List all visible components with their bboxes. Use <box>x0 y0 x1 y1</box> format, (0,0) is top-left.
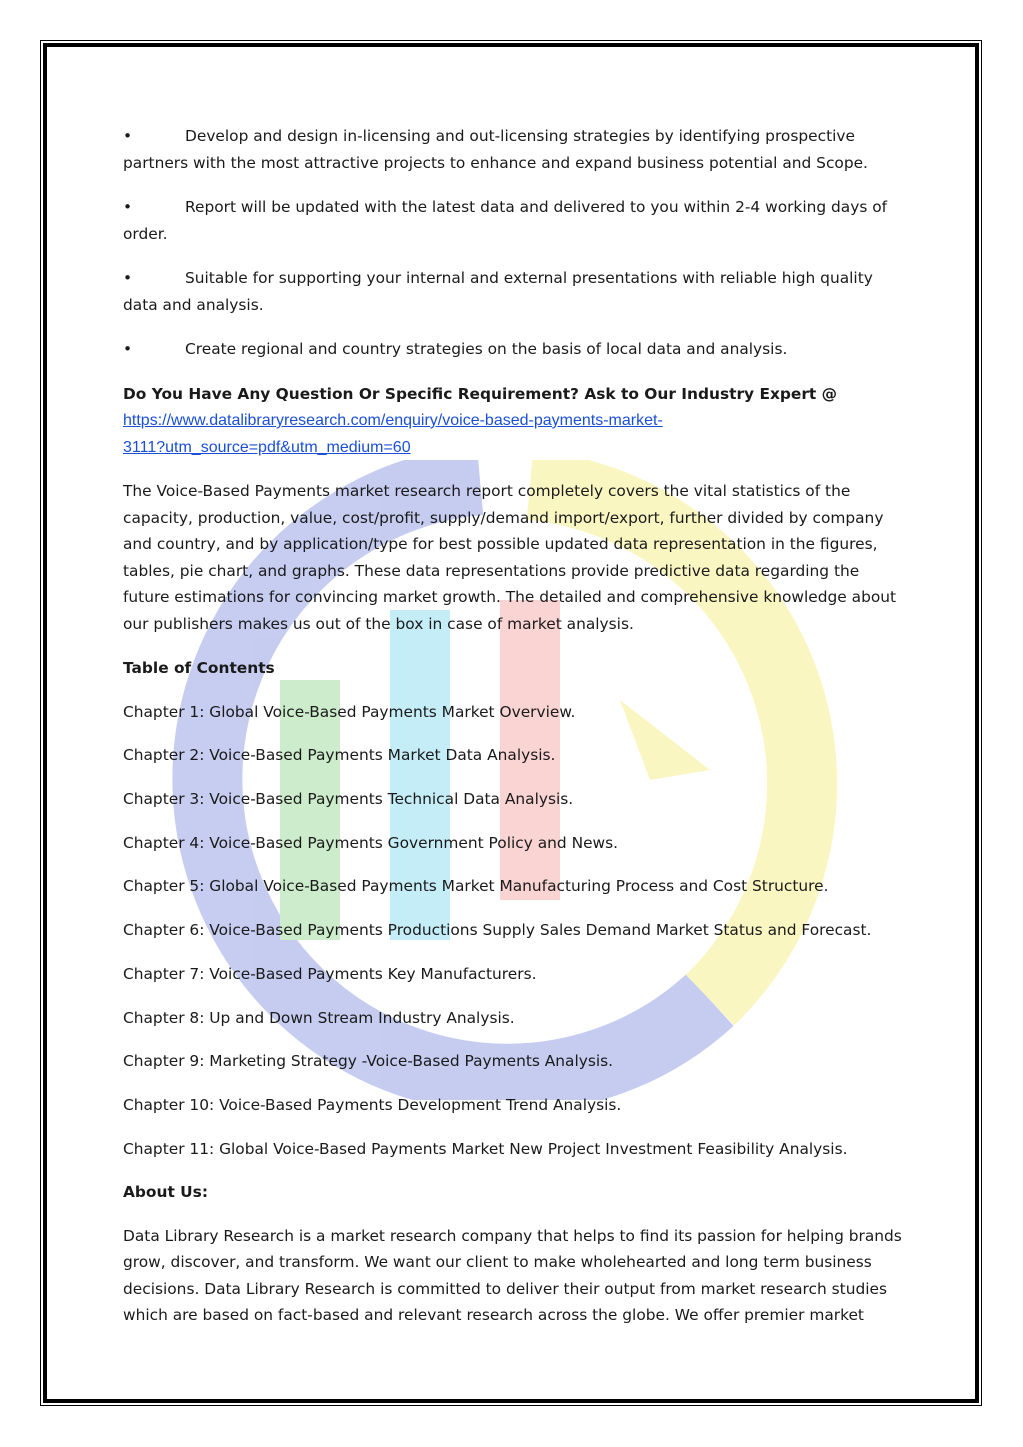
toc-chapter: Chapter 3: Voice-Based Payments Technical Data Analysis. <box>123 790 574 809</box>
document-body <box>123 123 903 1329</box>
intro-paragraph: The Voice-Based Payments market research report completely covers the vital statistics of the capacity, production, value, cost/profit, supply/demand import/export, further divided by company and country, and by application/type for best possible updated data representation in the figures, tables, pie chart, and graphs. These data representations provide predictive data regarding the future estimations for convincing market growth. The detailed and comprehensive knowledge about our publishers makes us out of the box in case of market analysis. <box>123 482 897 633</box>
bullet-text-continued: order. <box>123 224 168 243</box>
toc-chapter: Chapter 10: Voice-Based Payments Development Trend Analysis. <box>123 1095 622 1114</box>
bullet-text: Create regional and country strategies on the basis of local data and analysis. <box>185 340 788 358</box>
bullet-symbol: • <box>123 198 133 216</box>
enquiry-link[interactable]: https://www.datalibraryresearch.com/enquiry/voice-based-payments-market- <box>123 412 663 429</box>
toc-chapter: Chapter 9: Marketing Strategy -Voice-Based Payments Analysis. <box>123 1052 614 1071</box>
bullet-text-continued: partners with the most attractive projects to enhance and expand business potential and Scope. <box>123 153 868 172</box>
bullet-symbol: • <box>123 340 133 358</box>
toc-chapter: Chapter 8: Up and Down Stream Industry Analysis. <box>123 1008 515 1027</box>
toc-chapter: Chapter 1: Global Voice-Based Payments Market Overview. <box>123 702 576 721</box>
bullet-item <box>123 336 903 363</box>
bullet-text: Develop and design in-licensing and out-licensing strategies by identifying prospective <box>185 127 855 145</box>
bullet-text: Report will be updated with the latest data and delivered to you within 2-4 working days of <box>185 198 888 216</box>
toc-chapter: Chapter 2: Voice-Based Payments Market Data Analysis. <box>123 746 556 765</box>
toc-chapter: Chapter 6: Voice-Based Payments Productions Supply Sales Demand Market Status and Forecast. <box>123 921 872 940</box>
question-heading: Do You Have Any Question Or Specific Requirement? Ask to Our Industry Expert @ <box>123 384 838 403</box>
toc-chapter: Chapter 5: Global Voice-Based Payments Market Manufacturing Process and Cost Structure. <box>123 877 829 896</box>
bullet-symbol: • <box>123 269 133 287</box>
toc-heading: Table of Contents <box>123 659 275 677</box>
bullet-item <box>123 265 903 318</box>
enquiry-link-continued[interactable]: 3111?utm_source=pdf&utm_medium=60 <box>123 438 411 456</box>
toc-chapter: Chapter 4: Voice-Based Payments Government Policy and News. <box>123 833 619 852</box>
toc-chapter: Chapter 7: Voice-Based Payments Key Manufacturers. <box>123 964 537 983</box>
bullet-text: Suitable for supporting your internal and external presentations with reliable high quality <box>185 269 873 287</box>
enquiry-link-block <box>123 407 903 460</box>
about-heading: About Us: <box>123 1183 208 1202</box>
bullet-item <box>123 123 903 176</box>
bullet-item <box>123 194 903 247</box>
about-paragraph: Data Library Research is a market research company that helps to find its passion for helping brands grow, discover, and transform. We want our client to make wholehearted and long term business decisions. Data Library Research is committed to deliver their output from market research studies which are based on fact-based and relevant research across the globe. We offer premier market <box>123 1226 902 1325</box>
toc-chapter: Chapter 11: Global Voice-Based Payments Market New Project Investment Feasibility Analysis. <box>123 1139 848 1158</box>
bullet-symbol: • <box>123 127 133 145</box>
bullet-text-continued: data and analysis. <box>123 295 264 314</box>
